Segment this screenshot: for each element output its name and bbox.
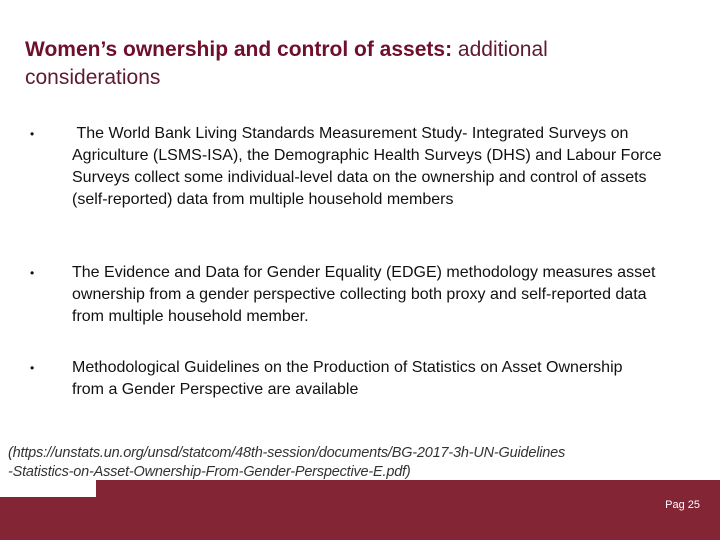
bullet-text: The World Bank Living Standards Measurement Study- Integrated Surveys on Agriculture (LSMS-ISA), the Demographic Health Surveys (DHS) and Labour Force Surveys collect some individual-level data on the ownership and control of assets (self-reported) data from multiple household members bbox=[72, 125, 667, 208]
footer-band-step bbox=[96, 480, 720, 498]
slide-title bbox=[25, 36, 665, 92]
footer-band bbox=[0, 497, 720, 540]
bullet-marker: • bbox=[30, 127, 35, 141]
title-normal: additional considerations bbox=[25, 38, 548, 89]
bullet-marker: • bbox=[30, 361, 35, 375]
bullet-marker: • bbox=[30, 266, 35, 280]
reference-link[interactable] bbox=[8, 444, 708, 482]
title-bold: Women’s ownership and control of assets: bbox=[25, 38, 453, 61]
page-number: Pag 25 bbox=[665, 499, 700, 511]
reference-line-2: -Statistics-on-Asset-Ownership-From-Gender-Perspective-E.pdf) bbox=[8, 464, 411, 480]
reference-line-1: (https://unstats.un.org/unsd/statcom/48th-session/documents/BG-2017-3h-UN-Guidelines bbox=[8, 445, 566, 461]
bullet-text: The Evidence and Data for Gender Equality (EDGE) methodology measures asset ownership from a gender perspective collecting both proxy and self-reported data from multiple household member. bbox=[72, 264, 656, 325]
bullet-text: Methodological Guidelines on the Production of Statistics on Asset Ownership from a Gender Perspective are available bbox=[72, 359, 623, 398]
